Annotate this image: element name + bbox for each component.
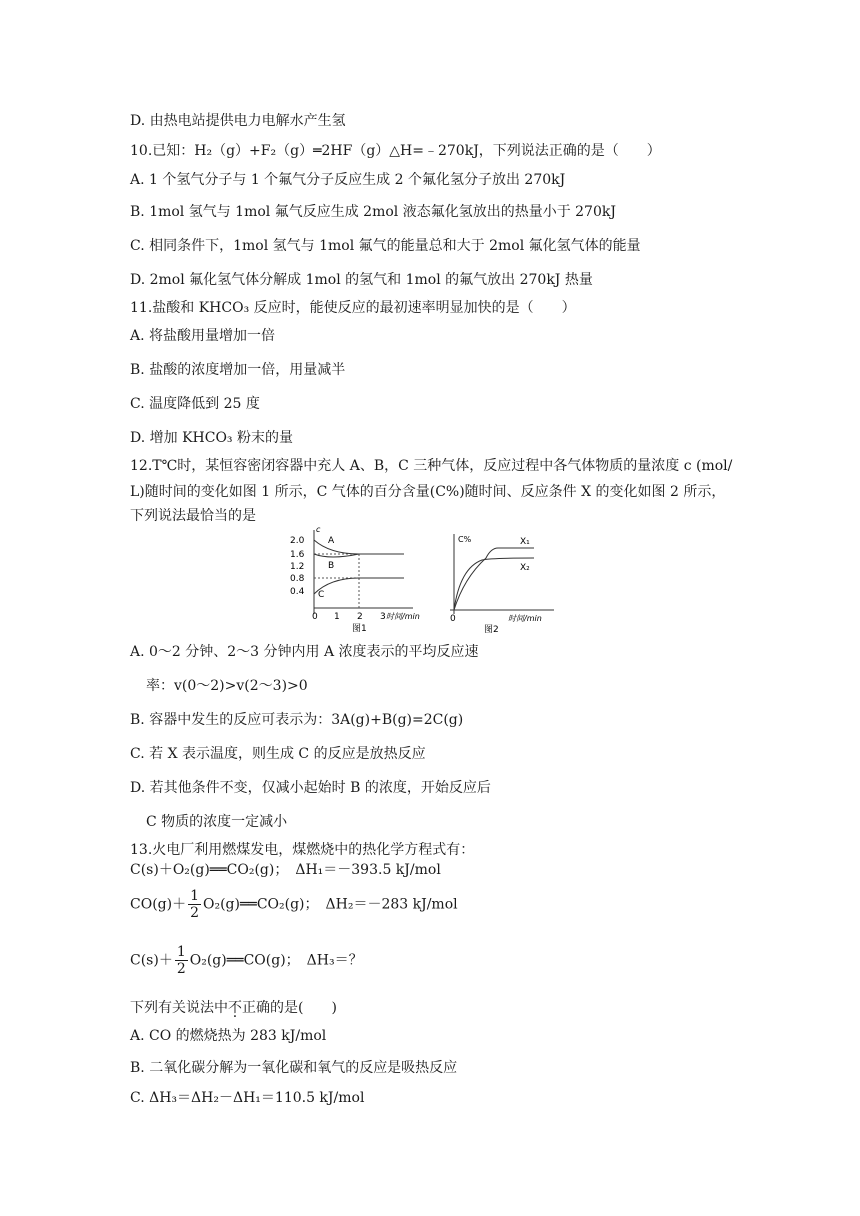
- q13-question: [130, 999, 337, 1017]
- fig1-ytick-1-6: 1.6: [290, 550, 305, 560]
- fig1-xtick-1: 1: [334, 612, 340, 622]
- q11-option-d: D. 增加 KHCO₃ 粉末的量: [130, 430, 293, 446]
- q13-option-a: A. CO 的燃烧热为 283 kJ/mol: [130, 1028, 327, 1044]
- fig1-label-b: B: [328, 561, 335, 571]
- q11-option-a: A. 将盐酸用量增加一倍: [130, 328, 276, 344]
- q10-option-a: A. 1 个氢气分子与 1 个氟气分子反应生成 2 个氟化氢分子放出 270kJ: [130, 172, 566, 188]
- frac-num: 1: [190, 888, 199, 904]
- q10-option-d: D. 2mol 氟化氢气体分解成 1mol 的氢气和 1mol 的氟气放出 270kJ 热量: [130, 272, 593, 288]
- fig1-xtick-2: 2: [357, 612, 363, 622]
- fig1-xtick-3: 3: [380, 612, 386, 622]
- q11-option-c: C. 温度降低到 25 度: [130, 396, 260, 412]
- q12-option-a-line1: A. 0～2 分钟、2～3 分钟内用 A 浓度表示的平均反应速: [130, 644, 479, 660]
- figure-2: [446, 528, 556, 634]
- fig1-xtick-0: 0: [312, 612, 318, 622]
- equation-1: C(s)＋O₂(g)══CO₂(g)； ΔH₁＝－393.5 kJ/mol: [130, 862, 441, 878]
- fig1-label-a: A: [328, 536, 335, 546]
- fig1-ytick-2-0: 2.0: [290, 536, 305, 546]
- eq3-right: O₂(g)══CO(g)； ΔH₃＝？: [189, 952, 363, 969]
- q11-option-b: B. 盐酸的浓度增加一倍，用量减半: [130, 362, 346, 378]
- q12-option-c: C. 若 X 表示温度，则生成 C 的反应是放热反应: [130, 746, 426, 762]
- fig1-y-axis-label: c: [316, 525, 321, 534]
- q12-option-b: B. 容器中发生的反应可表示为：3A(g)+B(g)=2C(g): [130, 712, 464, 728]
- fig2-x-axis-label: 时间/min: [508, 614, 542, 623]
- q12-option-a-line2: 率：v(0～2)>v(2～3)>0: [146, 678, 308, 694]
- q12-option-d-line2: C 物质的浓度一定减小: [146, 814, 288, 830]
- fig2-caption: 图2: [484, 625, 499, 634]
- equation-3: [130, 944, 363, 977]
- fig2-y-axis-label: C%: [458, 535, 472, 544]
- fig1-caption: 图1: [352, 624, 367, 634]
- q13-option-c: C. ΔH₃＝ΔH₂－ΔH₁＝110.5 kJ/mol: [130, 1090, 365, 1106]
- fig1-ytick-0-8: 0.8: [290, 574, 305, 584]
- fig1-ytick-0-4: 0.4: [290, 587, 305, 597]
- eq3-left: C(s)＋: [130, 952, 173, 969]
- q10-option-c: C. 相同条件下，1mol 氢气与 1mol 氟气的能量总和大于 2mol 氟化氢气体的能量: [130, 238, 641, 254]
- q12-option-d-line1: D. 若其他条件不变，仅减小起始时 B 的浓度，开始反应后: [130, 780, 491, 796]
- eq2-right: O₂(g)══CO₂(g)； ΔH₂＝－283 kJ/mol: [203, 896, 458, 913]
- q10-option-b: B. 1mol 氢气与 1mol 氟气反应生成 2mol 液态氟化氢放出的热量小于 270kJ: [130, 204, 616, 220]
- q13-question-part2: 正确的是( ): [242, 1000, 337, 1016]
- fraction-one-half: [188, 888, 201, 921]
- fig1-x-axis-label: 时间/min: [386, 612, 420, 621]
- fig2-curve-x1: [454, 548, 534, 610]
- equation-2: [130, 888, 458, 921]
- eq2-left: CO(g)＋: [130, 896, 187, 913]
- question-11: 11.盐酸和 KHCO₃ 反应时，能使反应的最初速率明显加快的是（ ）: [130, 300, 576, 316]
- emphasis-not: 不: [228, 1000, 242, 1016]
- frac-den-2: 2: [176, 961, 186, 977]
- fig1-label-c: C: [318, 590, 325, 600]
- question-12-line1: 12.T℃时，某恒容密闭容器中充人 A、B，C 三种气体，反应过程中各气体物质的量浓度 c (mol/: [130, 458, 733, 474]
- question-13: 13.火电厂利用燃煤发电，煤燃烧中的热化学方程式有：: [130, 842, 475, 858]
- fig2-label-x2: X₂: [520, 563, 530, 573]
- question-12-line2: L)随时间的变化如图 1 所示，C 气体的百分含量(C%)随时间、反应条件 X 的变化如图 2 所示，: [130, 484, 726, 500]
- frac-den: 2: [190, 905, 199, 921]
- figure-1: [288, 524, 423, 636]
- fig1-ytick-1-2: 1.2: [290, 562, 305, 572]
- fig1-curve-b: [314, 554, 359, 557]
- q13-option-b: B. 二氧化碳分解为一氧化碳和氧气的反应是吸热反应: [130, 1060, 458, 1076]
- question-12-line3: 下列说法最恰当的是: [130, 508, 256, 524]
- option-d-prev: D. 由热电站提供电力电解水产生氢: [130, 113, 346, 129]
- fig2-label-x1: X₁: [520, 537, 530, 547]
- fig2-origin: 0: [450, 614, 456, 624]
- q13-question-part1: 下列有关说法中: [130, 1000, 228, 1016]
- fraction-one-half-2: [175, 944, 188, 977]
- frac-num-2: 1: [176, 944, 186, 960]
- question-10: 10.已知：H₂（g）+F₂（g）═2HF（g）△H=﹣270kJ，下列说法正确的是（ ）: [130, 143, 661, 159]
